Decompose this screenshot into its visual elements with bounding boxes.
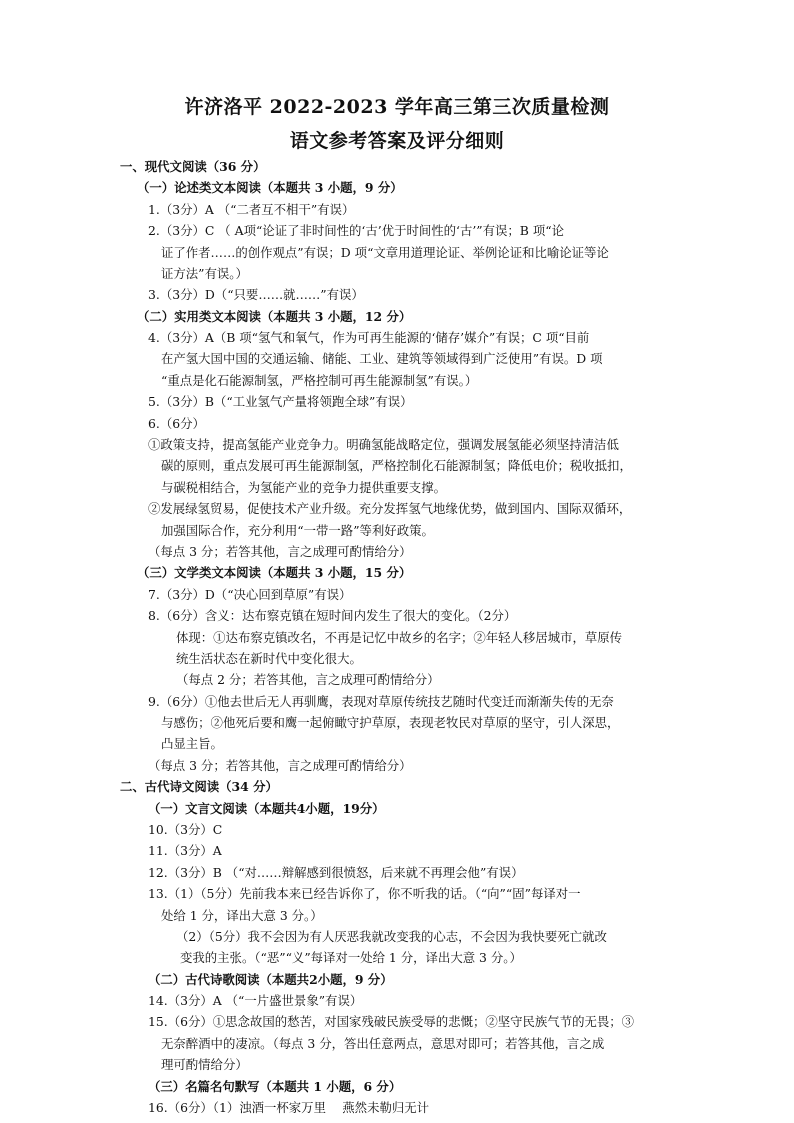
answer-line: 5.（3分）B（“工业氢气产量将领跑全球”有误） [148,394,413,409]
answer-line: 15.（6分）①思念故国的愁苦，对国家残破民族受辱的悲慨；②坚守民族气节的无畏；③ [148,1014,635,1029]
answer-line: （2）（5分）我不会因为有人厌恶我就改变我的心志，不会因为我快要死亡就改 [176,929,607,944]
section-heading-classical-reading: 二、古代诗文阅读（34 分） [120,779,278,794]
answer-line: 凸显主旨。 [161,736,223,751]
answer-line: ①政策支持，提高氢能产业竞争力。明确氢能战略定位，强调发展氢能必须坚持清洁低 [148,437,619,452]
answer-line: 14.（3分）A （“一片盛世景象”有误） [148,993,363,1008]
answer-line: 10.（3分）C [148,822,223,837]
answer-line: 碳的原则，重点发展可再生能源制氢，严格控制化石能源制氢；降低电价；税收抵扣， [161,458,632,473]
answer-line: 9.（6分）①他去世后无人再驯鹰，表现对草原传统技艺随时代变迁而渐渐失传的无奈 [148,694,614,709]
subsection-heading-classical-prose: （一）文言文阅读（本题共4小题，19分） [148,801,385,816]
answer-line: 8.（6分）含义：达布察克镇在短时间内发生了很大的变化。（2分） [148,608,517,623]
answer-line: 处给 1 分，译出大意 3 分。） [161,908,323,923]
subsection-heading-practical: （二）实用类文本阅读（本题共 3 小题，12 分） [137,309,412,324]
answer-line: 证方法”有误。） [161,266,248,281]
subsection-heading-poetry: （二）古代诗歌阅读（本题共2小题，9 分） [148,972,393,987]
answer-line: 7.（3分）D（“决心回到草原”有误） [148,587,352,602]
subsection-heading-argumentative: （一）论述类文本阅读（本题共 3 小题，9 分） [137,180,403,195]
answer-line: 与碳税相结合，为氢能产业的竞争力提供重要支撑。 [161,480,446,495]
answer-line: 加强国际合作，充分利用“一带一路”等利好政策。 [161,523,434,538]
answer-line: 13.（1）（5分）先前我本来已经告诉你了，你不听我的话。（“向”“固”每译对一 [148,886,581,901]
answer-line: 3.（3分）D（“只要……就……”有误） [148,287,364,302]
answer-line: 理可酌情给分） [161,1057,248,1072]
answer-line: 无奈醉酒中的凄凉。（每点 3 分，答出任意两点，意思对即可；若答其他，言之成 [161,1036,605,1051]
answer-line: 体现：①达布察克镇改名，不再是记忆中故乡的名字；②年轻人移居城市，草原传 [176,630,623,645]
scoring-note: （每点 2 分；若答其他，言之成理可酌情给分） [176,672,440,687]
scoring-note: （每点 3 分；若答其他，言之成理可酌情给分） [148,544,412,559]
answer-line: “重点是化石能源制氢，严格控制可再生能源制氢”有误。） [161,373,478,388]
document-subtitle: 语文参考答案及评分细则 [289,130,505,152]
document-title: 许济洛平 2022-2023 学年高三第三次质量检测 [184,96,610,118]
answer-line: 12.（3分）B （“对……辩解感到很愤怒，后来就不再理会他”有误） [148,865,524,880]
answer-line: ②发展绿氢贸易，促使技术产业升级。充分发挥氢气地缘优势，做到国内、国际双循环， [148,501,632,516]
answer-line: 统生活状态在新时代中变化很大。 [176,651,362,666]
answer-line: 变我的主张。（“恶”“义”每译对一处给 1 分，译出大意 3 分。） [180,950,522,965]
subsection-heading-literary: （三）文学类文本阅读（本题共 3 小题，15 分） [137,565,412,580]
answer-line: 6.（6分） [148,416,205,431]
answer-line: 16.（6分）（1）浊酒一杯家万里 燕然未勒归无计 [148,1100,430,1115]
answer-line: 1.（3分）A （“二者互不相干”有误） [148,202,355,217]
answer-line: 2.（3分）C （ A项“论证了非时间性的‘古’优于时间性的‘古’”有误；B 项“论 [148,223,564,238]
scoring-note: （每点 3 分；若答其他，言之成理可酌情给分） [148,758,412,773]
answer-line: 4.（3分）A（B 项“氢气和氧气，作为可再生能源的‘储存’媒介”有误；C 项“目前 [148,330,590,345]
section-heading-modern-reading: 一、现代文阅读（36 分） [120,159,266,174]
answer-line: 在产氢大国中国的交通运输、储能、工业、建筑等领域得到广泛使用”有误。D 项 [161,351,603,366]
answer-line: 11.（3分）A [148,843,222,858]
answer-line: 证了作者……的创作观点”有误；D 项“文章用道理论证、举例论证和比喻论证等论 [161,245,609,260]
subsection-heading-famous-lines: （三）名篇名句默写（本题共 1 小题，6 分） [148,1079,402,1094]
answer-line: 与感伤；②他死后要和鹰一起俯瞰守护草原，表现老牧民对草原的坚守，引人深思， [161,715,620,730]
